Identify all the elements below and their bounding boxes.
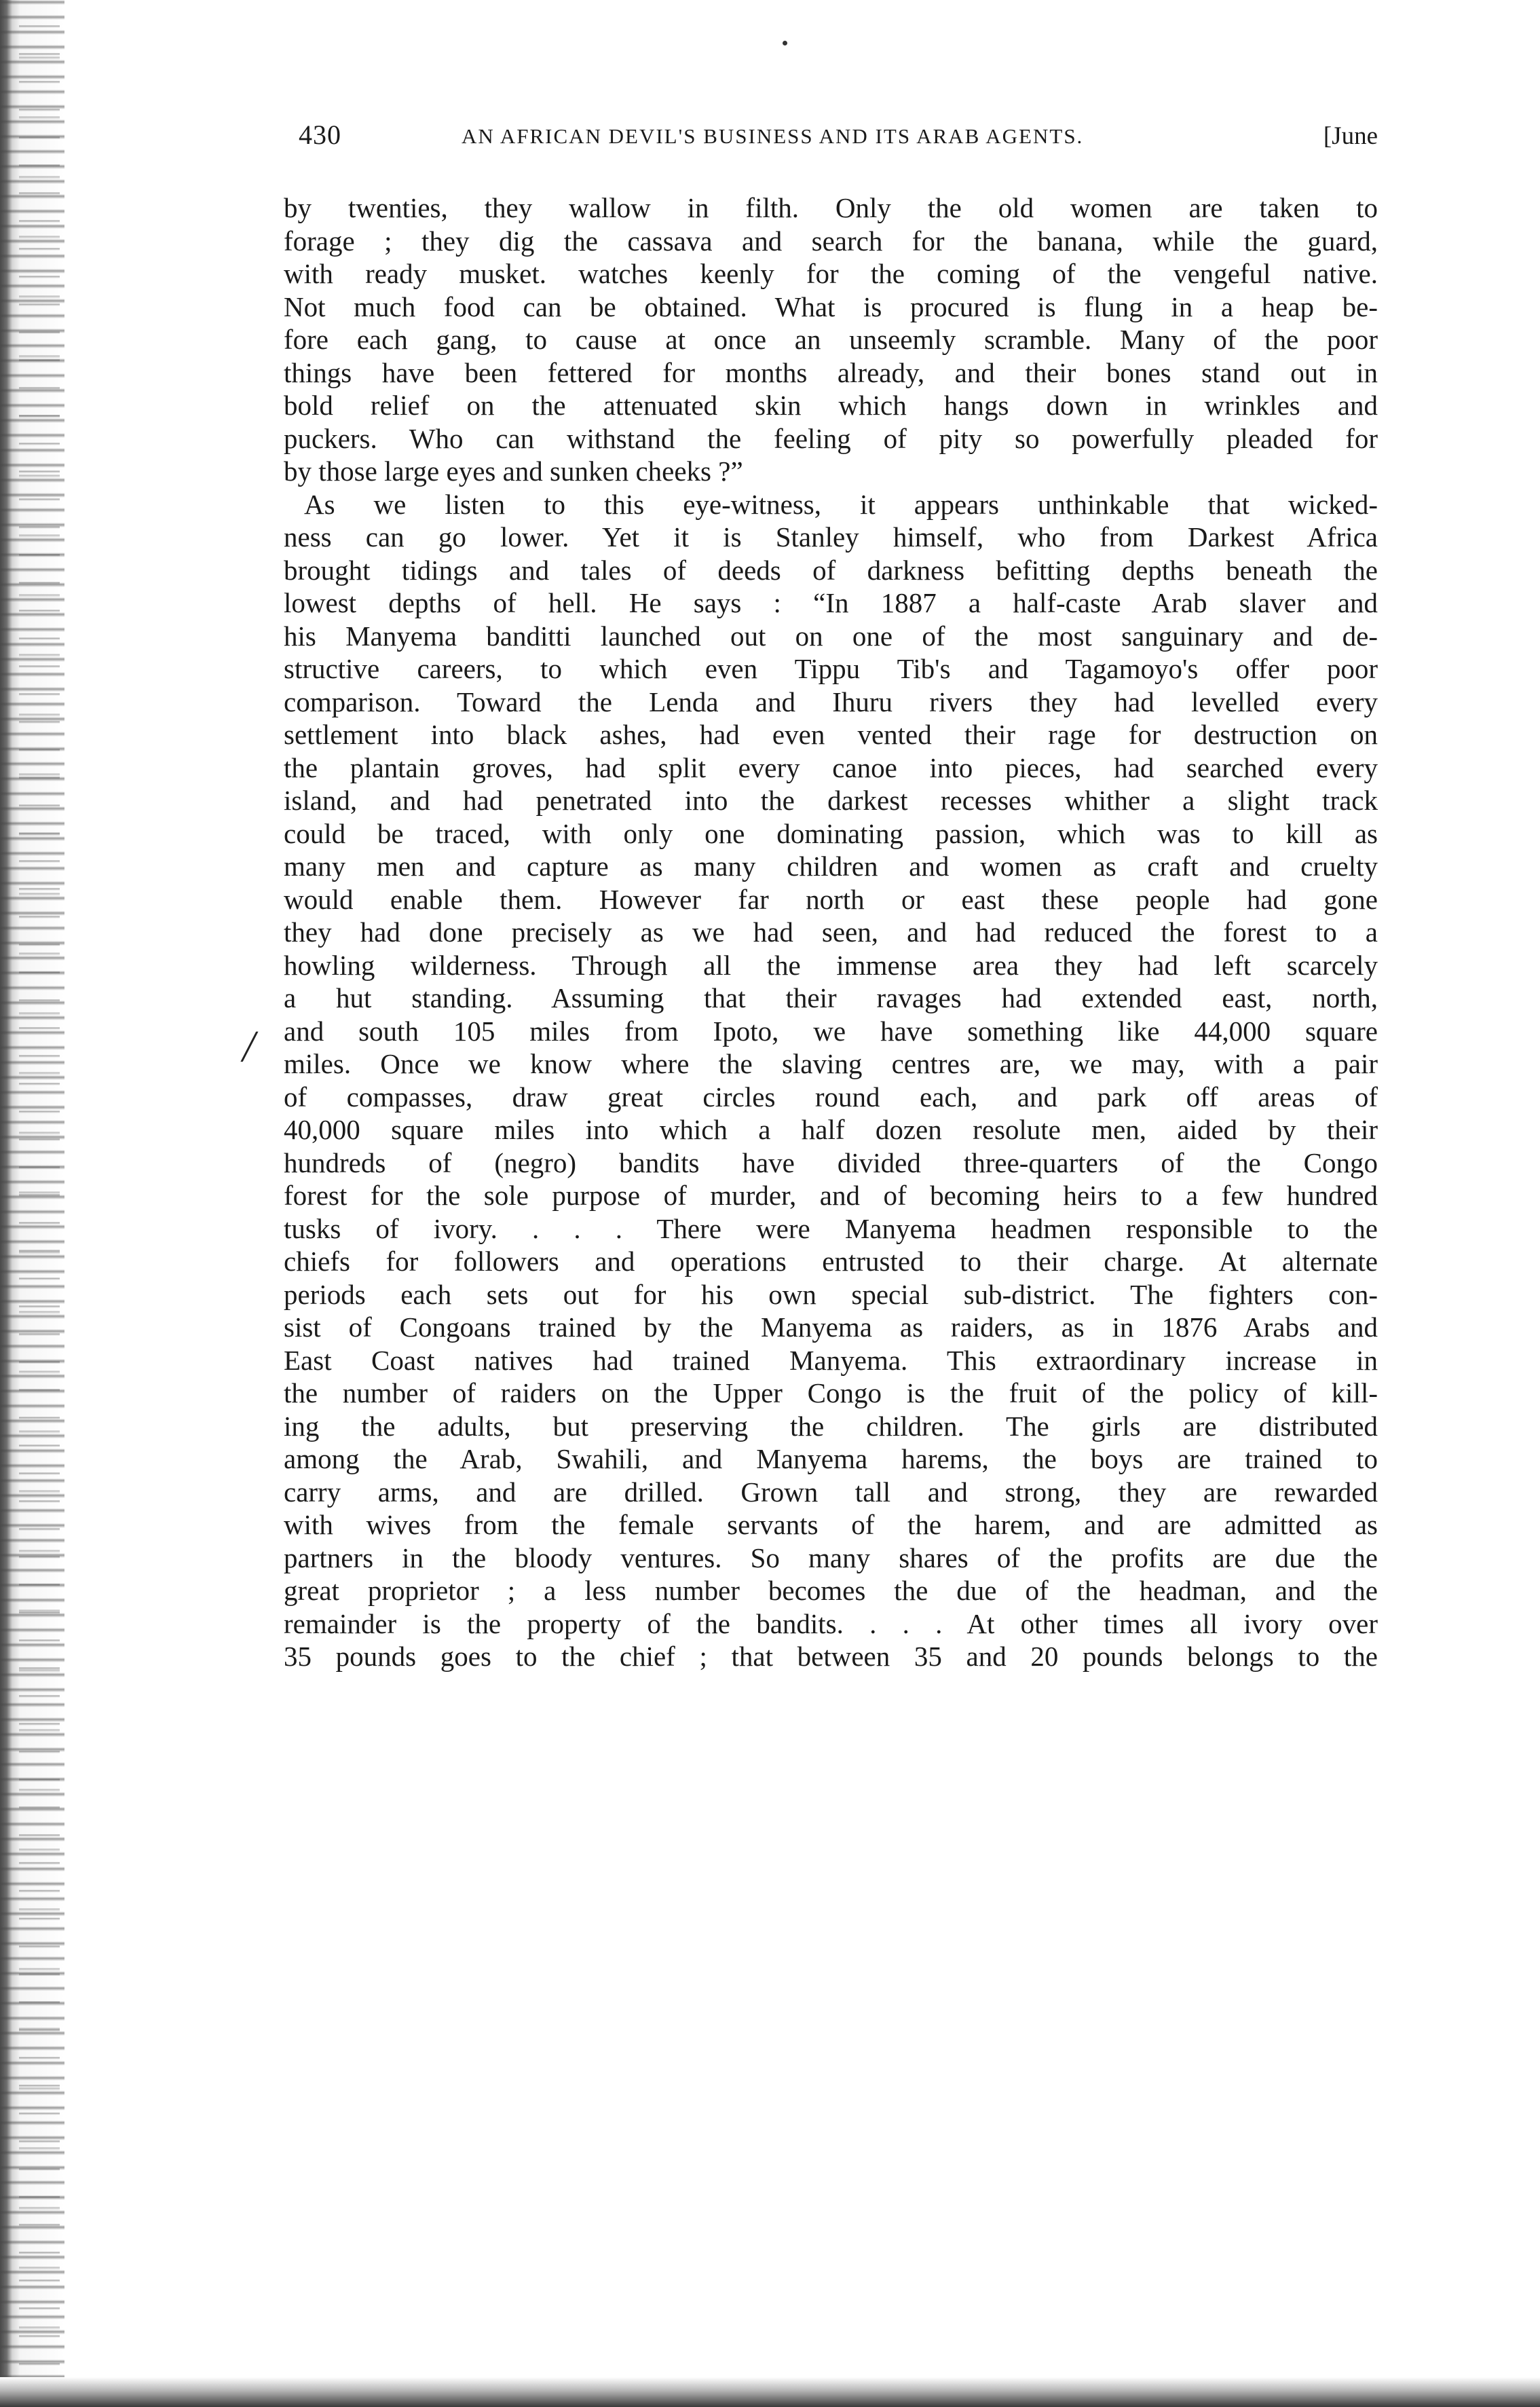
text-line: comparison. Toward the Lenda and Ihuru rivers they had levelled every: [284, 686, 1378, 717]
text-line: structive careers, to which even Tippu Tib's and Tagamoyo's offer poor: [284, 653, 1378, 684]
text-line: puckers. Who can withstand the feeling of pity so powerfully pleaded for: [284, 422, 1378, 454]
text-line: 35 pounds goes to the chief ; that between 35 and 20 pounds belongs to the: [284, 1641, 1378, 1672]
text-line: ing the adults, but preserving the children. The girls are distributed: [284, 1410, 1378, 1442]
text-line: a hut standing. Assuming that their ravages had extended east, north,: [284, 982, 1378, 1013]
text-line: with ready musket. watches keenly for the coming of the vengeful native.: [284, 258, 1378, 289]
text-line: of compasses, draw great circles round each, and park off areas of: [284, 1081, 1378, 1113]
text-line: periods each sets out for his own special sub-district. The fighters con-: [284, 1278, 1378, 1310]
text-line: settlement into black ashes, had even vented their rage for destruction on: [284, 719, 1378, 750]
text-line: miles. Once we know where the slaving centres are, we may, with a pair: [284, 1048, 1378, 1079]
text-line: hundreds of (negro) bandits have divided three-quarters of the Congo: [284, 1146, 1378, 1178]
text-line: with wives from the female servants of the harem, and are admitted as: [284, 1509, 1378, 1540]
body-text: [284, 191, 1378, 1673]
text-line: many men and capture as many children and women as craft and cruelty: [284, 851, 1378, 882]
text-line: and south 105 miles from Ipoto, we have something like 44,000 square: [284, 1015, 1378, 1047]
text-line: sist of Congoans trained by the Manyema as raiders, as in 1876 Arabs and: [284, 1311, 1378, 1343]
text-line: among the Arab, Swahili, and Manyema harems, the boys are trained to: [284, 1443, 1378, 1474]
running-title: AN AFRICAN DEVIL'S BUSINESS AND ITS ARAB AGENTS.: [462, 124, 1084, 148]
text-line: howling wilderness. Through all the immense area they had left scarcely: [284, 949, 1378, 981]
text-line: ness can go lower. Yet it is Stanley himself, who from Darkest Africa: [284, 521, 1378, 553]
text-line: great proprietor ; a less number becomes the due of the headman, and the: [284, 1575, 1378, 1606]
text-line: Not much food can be obtained. What is procured is flung in a heap be-: [284, 291, 1378, 322]
text-line: chiefs for followers and operations entrusted to their charge. At alternate: [284, 1246, 1378, 1277]
text-line: East Coast natives had trained Manyema. This extraordinary increase in: [284, 1344, 1378, 1376]
text-line: As we listen to this eye-witness, it appears unthinkable that wicked-: [304, 488, 1378, 520]
scan-bottom-edge: [0, 2377, 1540, 2407]
text-line: forest for the sole purpose of murder, and of becoming heirs to a few hundred: [284, 1180, 1378, 1211]
text-line: fore each gang, to cause at once an unseemly scramble. Many of the poor: [284, 324, 1378, 355]
scan-binding-speckle: [19, 0, 60, 2407]
scan-dot: [783, 41, 787, 45]
text-line: tusks of ivory. . . . There were Manyema headmen responsible to the: [284, 1212, 1378, 1244]
text-line: forage ; they dig the cassava and search for the banana, while the guard,: [284, 225, 1378, 257]
text-line: would enable them. However far north or east these people had gone: [284, 883, 1378, 915]
page-number: 430: [299, 119, 341, 150]
text-line: carry arms, and are drilled. Grown tall and strong, they are rewarded: [284, 1476, 1378, 1508]
text-line: things have been fettered for months already, and their bones stand out in: [284, 356, 1378, 388]
text-line: bold relief on the attenuated skin which hangs down in wrinkles and: [284, 390, 1378, 421]
text-line: could be traced, with only one dominating passion, which was to kill as: [284, 817, 1378, 849]
text-line: by those large eyes and sunken cheeks ?”: [284, 455, 743, 487]
running-header: [299, 119, 1378, 166]
text-line: island, and had penetrated into the darkest recesses whither a slight track: [284, 785, 1378, 816]
text-line: brought tidings and tales of deeds of darkness befitting depths beneath the: [284, 554, 1378, 586]
text-line: remainder is the property of the bandits. . . . At other times all ivory over: [284, 1607, 1378, 1639]
text-line: partners in the bloody ventures. So many shares of the profits are due the: [284, 1542, 1378, 1573]
text-line: lowest depths of hell. He says : “In 1887 a half-caste Arab slaver and: [284, 587, 1378, 618]
margin-mark: ╱: [242, 1033, 257, 1062]
text-line: the number of raiders on the Upper Congo is the fruit of the policy of kill-: [284, 1377, 1378, 1408]
text-line: by twenties, they wallow in filth. Only the old women are taken to: [284, 192, 1378, 223]
running-month: [June: [1323, 122, 1378, 150]
text-line: they had done precisely as we had seen, and had reduced the forest to a: [284, 916, 1378, 948]
text-line: his Manyema banditti launched out on one of the most sanguinary and de-: [284, 620, 1378, 652]
text-line: the plantain groves, had split every canoe into pieces, had searched every: [284, 751, 1378, 783]
text-line: 40,000 square miles into which a half dozen resolute men, aided by their: [284, 1114, 1378, 1145]
